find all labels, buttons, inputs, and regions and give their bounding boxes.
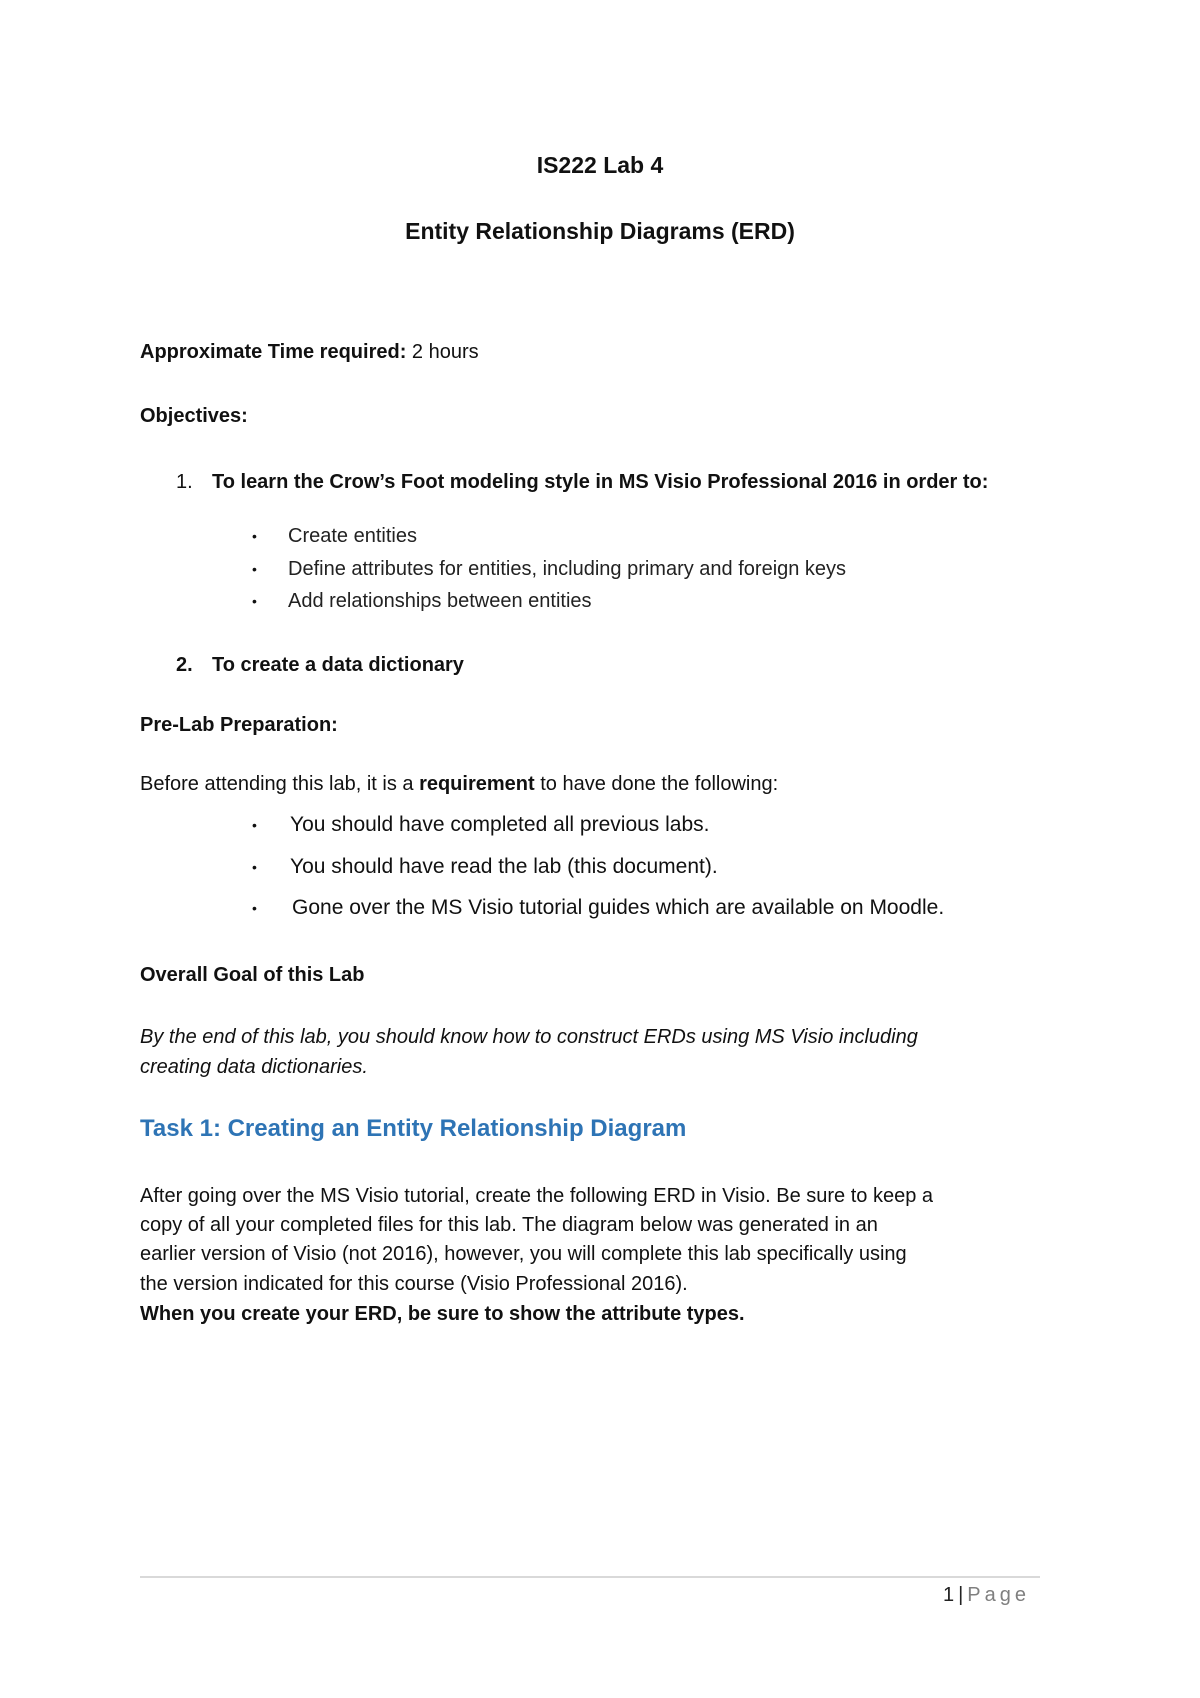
goal-text-line: By the end of this lab, you should know how to construct ERDs using MS Visio including <box>140 1026 918 1048</box>
task1-text-line: copy of all your completed files for this lab. The diagram below was generated in an <box>140 1214 878 1236</box>
objective-1-subitem: Create entities <box>288 525 417 547</box>
task1-heading: Task 1: Creating an Entity Relationship Diagram <box>140 1115 687 1142</box>
prelab-intro-requirement: requirement <box>419 773 535 795</box>
objectives-heading: Objectives: <box>140 405 248 427</box>
page-footer <box>943 1582 1030 1608</box>
prelab-item: You should have completed all previous labs. <box>290 813 710 836</box>
objective-2-text: To create a data dictionary <box>212 654 464 676</box>
footer-divider <box>140 1576 1040 1578</box>
prelab-intro-after: to have done the following: <box>534 773 779 795</box>
time-value: 2 hours <box>411 341 479 363</box>
prelab-heading: Pre-Lab Preparation: <box>140 714 338 736</box>
page-word: Page <box>967 1584 1030 1606</box>
task1-text-line: the version indicated for this course (Visio Professional 2016). <box>140 1273 688 1295</box>
goal-text-line: creating data dictionaries. <box>140 1056 368 1078</box>
task1-bold-line: When you create your ERD, be sure to show the attribute types. <box>140 1303 745 1325</box>
bullet-icon: • <box>252 561 257 577</box>
document-title: IS222 Lab 4 <box>536 152 664 178</box>
objective-1-number: 1. <box>176 471 193 493</box>
bullet-icon: • <box>252 528 257 544</box>
goal-heading: Overall Goal of this Lab <box>140 964 365 986</box>
document-subtitle: Entity Relationship Diagrams (ERD) <box>405 218 795 244</box>
page-number: 1 <box>942 1584 955 1606</box>
prelab-intro <box>140 771 778 797</box>
task1-text-line: earlier version of Visio (not 2016), however, you will complete this lab specifically using <box>140 1243 907 1265</box>
objective-1-subitem: Add relationships between entities <box>288 590 592 612</box>
objective-1-subitem: Define attributes for entities, including primary and foreign keys <box>288 558 847 580</box>
prelab-intro-before: Before attending this lab, it is a <box>140 773 420 795</box>
bullet-icon: • <box>252 817 257 833</box>
footer-separator: | <box>958 1584 964 1606</box>
bullet-icon: • <box>252 900 257 916</box>
time-label: Approximate Time required: <box>140 341 407 363</box>
bullet-icon: • <box>252 593 257 609</box>
time-required <box>140 339 479 365</box>
objective-1-text: To learn the Crow’s Foot modeling style in MS Visio Professional 2016 in order to: <box>212 471 989 493</box>
objective-2-number: 2. <box>176 654 193 676</box>
prelab-item: You should have read the lab (this document). <box>290 855 718 878</box>
bullet-icon: • <box>252 859 257 875</box>
task1-text-line: After going over the MS Visio tutorial, create the following ERD in Visio. Be sure to keep a <box>140 1185 934 1207</box>
prelab-item: Gone over the MS Visio tutorial guides which are available on Moodle. <box>292 896 945 919</box>
